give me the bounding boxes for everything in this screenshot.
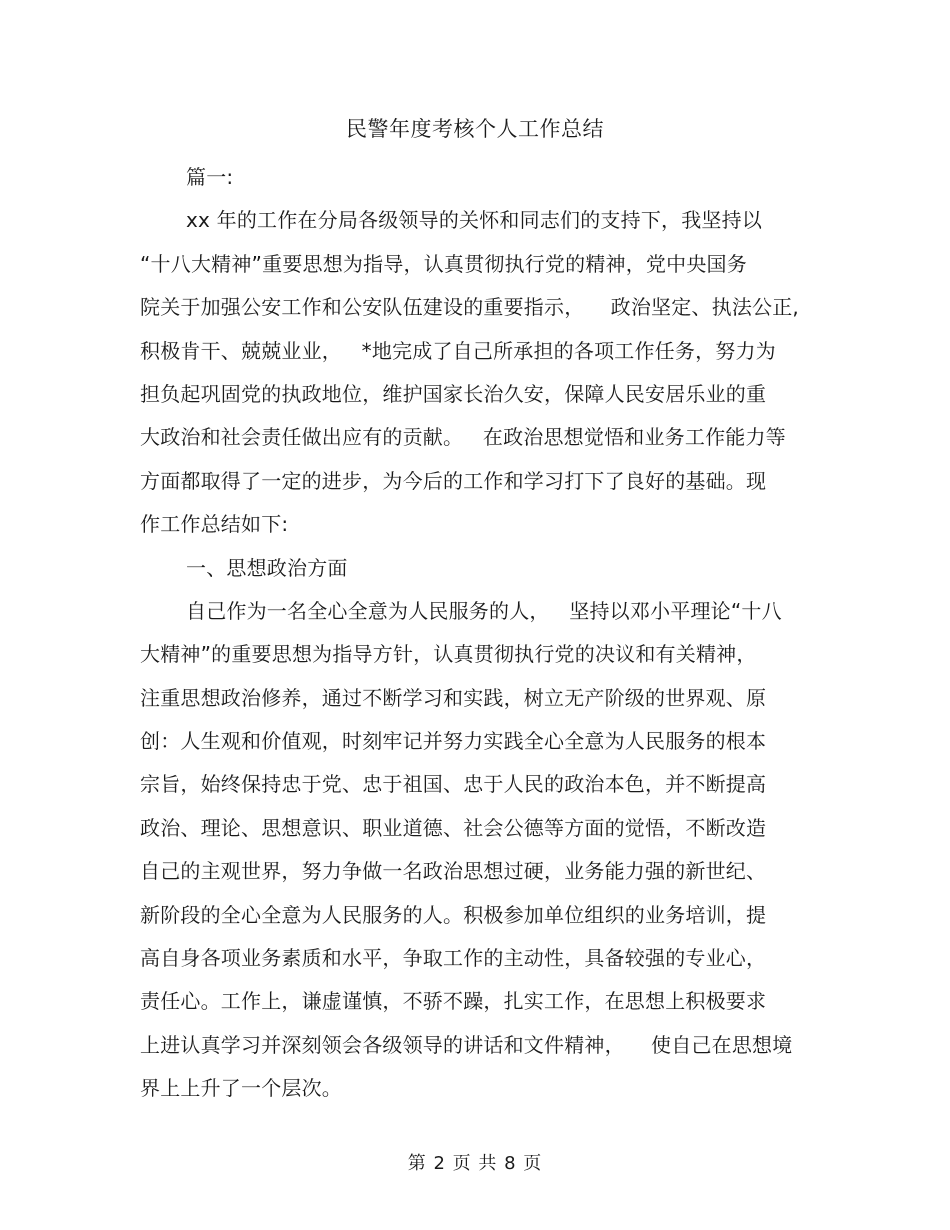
document-title: 民警年度考核个人工作总结 [346,117,604,141]
text-line: 创：人生观和价值观，时刻牢记并努力实践全心全意为人民服务的根本 [140,729,767,754]
text-line: “十八大精神”重要思想为指导，认真贯彻执行党的精神，党中央国务 [140,251,747,276]
text-line: 责任心。工作上，谦虚谨慎，不骄不躁，扎实工作，在思想上积极要求 [140,989,767,1014]
text-line: 一、思想政治方面 [186,555,348,580]
text-line: 宗旨，始终保持忠于党、忠于祖国、忠于人民的政治本色，并不断提高 [140,772,767,797]
text-line: 大精神”的重要思想为指导方针，认真贯彻执行党的决议和有关精神， [140,642,757,667]
text-line: 大政治和社会责任做出应有的贡献。 在政治思想觉悟和业务工作能力等 [140,425,786,450]
document-body [140,162,820,1117]
text-line: 院关于加强公安工作和公安队伍建设的重要指示， 政治坚定、执法公正, [140,295,799,320]
text-line: 高自身各项业务素质和水平，争取工作的主动性，具备较强的专业心， [140,946,767,971]
text-line: 界上上升了一个层次。 [140,1076,342,1101]
text-line: 新阶段的全心全意为人民服务的人。积极参加单位组织的业务培训，提 [140,902,767,927]
text-line: 注重思想政治修养，通过不断学习和实践，树立无产阶级的世界观、原 [140,685,767,710]
text-line: 自己作为一名全心全意为人民服务的人， 坚持以邓小平理论“十八 [186,598,782,623]
text-line: 上进认真学习并深刻领会各级领导的讲话和文件精神， 使自己在思想境 [140,1032,793,1057]
text-line: xx 年的工作在分局各级领导的关怀和同志们的支持下，我坚持以 [186,208,763,233]
text-line: 担负起巩固党的执政地位，维护国家长治久安，保障人民安居乐业的重 [140,381,767,406]
text-line: 自己的主观世界，努力争做一名政治思想过硬，业务能力强的新世纪、 [140,859,767,884]
page-number-footer: 第 2 页 共 8 页 [407,1153,543,1174]
text-line: 篇一: [186,165,234,189]
text-line: 积极肯干、兢兢业业， *地完成了自己所承担的各项工作任务，努力为 [140,338,776,363]
text-line: 作工作总结如下: [140,512,289,537]
text-line: 方面都取得了一定的进步，为今后的工作和学习打下了良好的基础。现 [140,468,767,493]
text-line: 政治、理论、思想意识、职业道德、社会公德等方面的觉悟，不断改造 [140,815,767,840]
